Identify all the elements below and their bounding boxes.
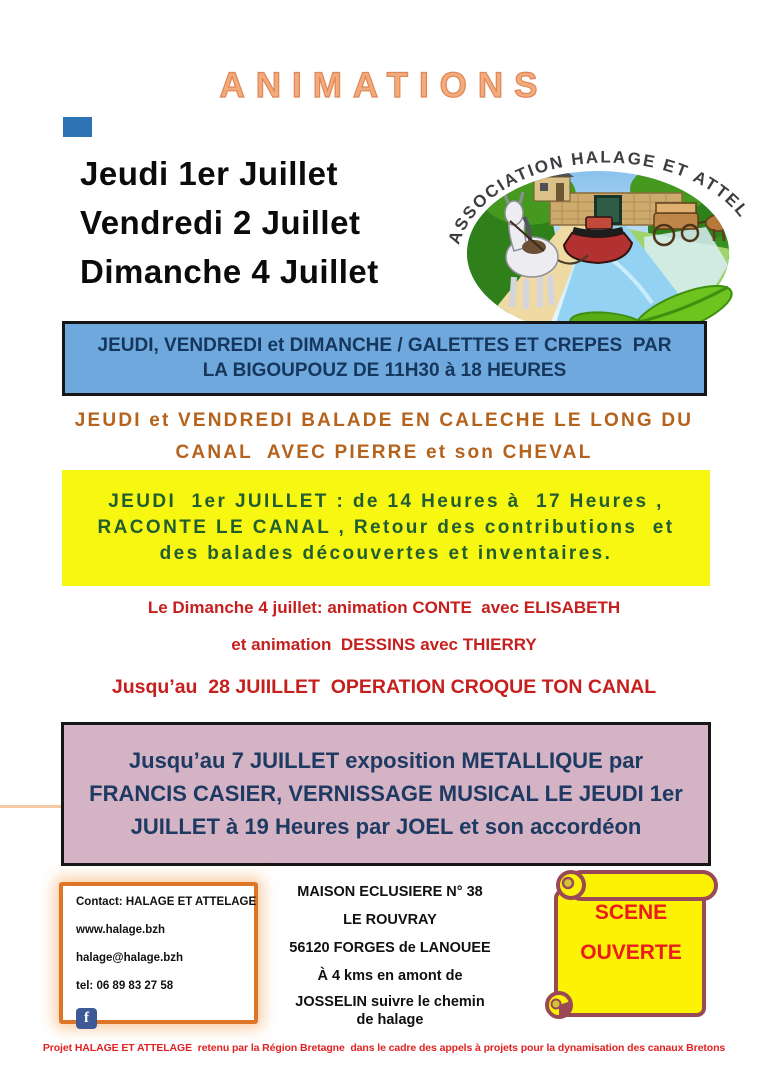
- raconte-banner: [62, 470, 710, 586]
- contact-phone: tel: 06 89 83 27 58: [76, 980, 174, 992]
- croque-ton-canal-note: Jusqu’au 28 JUIILLET OPERATION CROQUE TON CANAL: [111, 676, 657, 698]
- address-line: À 4 kms en amont de: [317, 968, 463, 984]
- exposition-banner: [61, 722, 711, 866]
- left-divider: [0, 805, 61, 808]
- caleche-line: CANAL AVEC PIERRE et son CHEVAL: [175, 442, 593, 463]
- footer-note: Projet HALAGE ET ATTELAGE retenu par la Région Bretagne dans le cadre des appels à projets pour la dynamisation des canaux Bretons: [42, 1042, 726, 1054]
- facebook-icon[interactable]: f: [76, 1008, 97, 1029]
- galettes-line: LA BIGOUPOUZ DE 11H30 à 18 HEURES: [202, 360, 567, 381]
- ouverte-label: OUVERTE: [580, 941, 682, 964]
- exposition-line: Jusqu’au 7 JUILLET exposition METALLIQUE par: [128, 748, 644, 773]
- poster-title: ANIMATIONS: [219, 66, 549, 105]
- contact-card: [59, 882, 258, 1024]
- address-line: 56120 FORGES de LANOUEE: [289, 940, 491, 956]
- dessins-animation-note: et animation DESSINS avec THIERRY: [231, 635, 537, 654]
- address-line: de halage: [356, 1012, 424, 1028]
- exposition-line: JUILLET à 19 Heures par JOEL et son accordéon: [130, 814, 642, 839]
- address-block: [260, 884, 520, 1028]
- date-line: Dimanche 4 Juillet: [80, 253, 379, 290]
- contact-title: Contact: HALAGE ET ATTELAGE: [76, 896, 257, 908]
- address-line: JOSSELIN suivre le chemin: [295, 994, 485, 1010]
- date-line: Jeudi 1er Juillet: [80, 155, 338, 192]
- address-line: LE ROUVRAY: [343, 912, 437, 928]
- raconte-line: des balades découvertes et inventaires.: [159, 543, 613, 564]
- contact-email[interactable]: halage@halage.bzh: [76, 952, 184, 964]
- logo-arc-text: ASSOCIATION HALAGE ET ATTELAGE: [440, 114, 754, 247]
- caleche-note: [0, 405, 768, 469]
- galettes-line: JEUDI, VENDREDI et DIMANCHE / GALETTES ET CREPES PAR: [97, 335, 672, 356]
- raconte-line: JEUDI 1er JUILLET : de 14 Heures à 17 Heures ,: [108, 491, 664, 512]
- caleche-line: JEUDI et VENDREDI BALADE EN CALECHE LE LONG DU: [74, 410, 694, 431]
- contact-website[interactable]: www.halage.bzh: [76, 924, 166, 936]
- raconte-line: RACONTE LE CANAL , Retour des contributions et: [97, 517, 675, 538]
- association-logo: [440, 114, 754, 330]
- galettes-banner: [62, 321, 707, 396]
- scene-ouverte-scroll: [544, 865, 724, 1027]
- exposition-line: FRANCIS CASIER, VERNISSAGE MUSICAL LE JEUDI 1er: [89, 781, 683, 806]
- address-line: MAISON ECLUSIERE N° 38: [297, 884, 483, 900]
- event-dates: [80, 149, 379, 296]
- blue-marker-rect: [63, 117, 92, 137]
- date-line: Vendredi 2 Juillet: [80, 204, 361, 241]
- dimanche-animation-note: Le Dimanche 4 juillet: animation CONTE avec ELISABETH: [147, 598, 621, 617]
- scene-label: SCENE: [594, 901, 668, 924]
- logo-illustration: [440, 114, 754, 330]
